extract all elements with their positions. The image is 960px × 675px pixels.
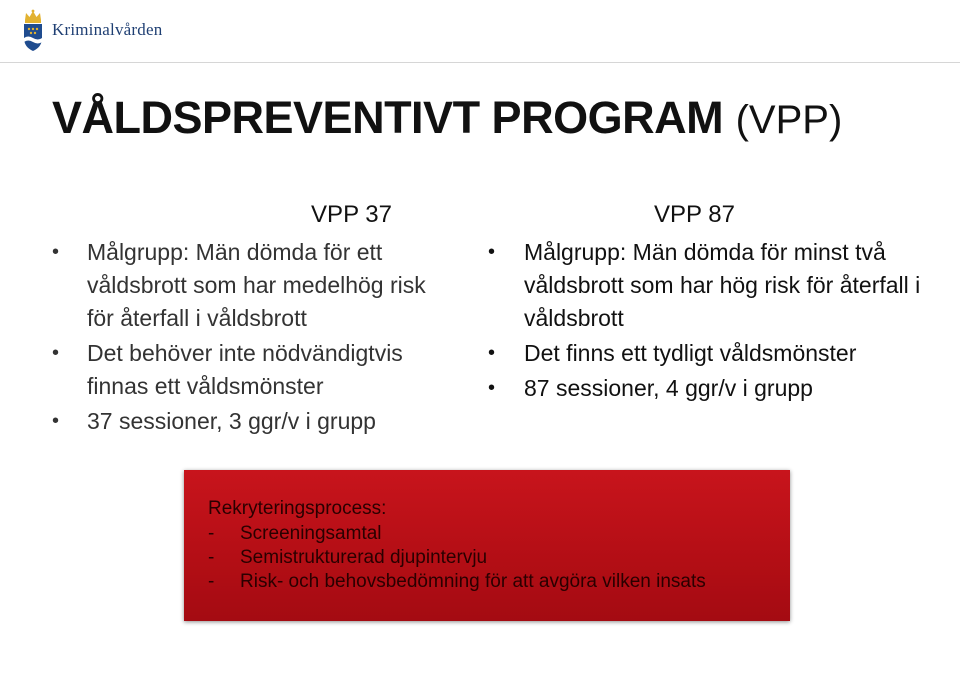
- list-item: • Det behöver inte nödvändigtvis finnas ett våldsmönster: [52, 337, 442, 403]
- crown-shield-icon: [22, 8, 44, 52]
- list-item: • Målgrupp: Män dömda för ett våldsbrott som har medelhög risk för återfall i våldsbrott: [52, 236, 442, 335]
- logo: [22, 8, 162, 52]
- vpp87-column: [488, 200, 928, 407]
- vpp37-column: [52, 200, 442, 440]
- vpp37-heading: VPP 37: [311, 201, 392, 228]
- logo-text: Kriminalvården: [52, 20, 163, 39]
- vpp37-list: [52, 236, 442, 438]
- list-item: - Risk- och behovsbedömning för att avgöra vilken insats: [208, 570, 706, 594]
- recruitment-box: [184, 470, 790, 621]
- slide-title-main: VÅLDSPREVENTIVT PROGRAM: [52, 92, 724, 143]
- list-item: • 87 sessioner, 4 ggr/v i grupp: [488, 372, 928, 405]
- vpp87-heading: VPP 87: [654, 201, 735, 228]
- recruitment-steps: [208, 522, 706, 594]
- vpp87-list: [488, 236, 928, 405]
- slide-title: [52, 92, 842, 144]
- list-item: • 37 sessioner, 3 ggr/v i grupp: [52, 405, 442, 438]
- list-item: • Målgrupp: Män dömda för minst två våldsbrott som har hög risk för återfall i våldsbrott: [488, 236, 928, 335]
- recruitment-title: Rekryteringsprocess:: [208, 498, 387, 519]
- list-item: - Semistrukturerad djupintervju: [208, 546, 706, 570]
- slide-title-sub: (VPP): [735, 98, 843, 142]
- list-item: • Det finns ett tydligt våldsmönster: [488, 337, 928, 370]
- header-bar: [0, 0, 960, 63]
- list-item: - Screeningsamtal: [208, 522, 706, 546]
